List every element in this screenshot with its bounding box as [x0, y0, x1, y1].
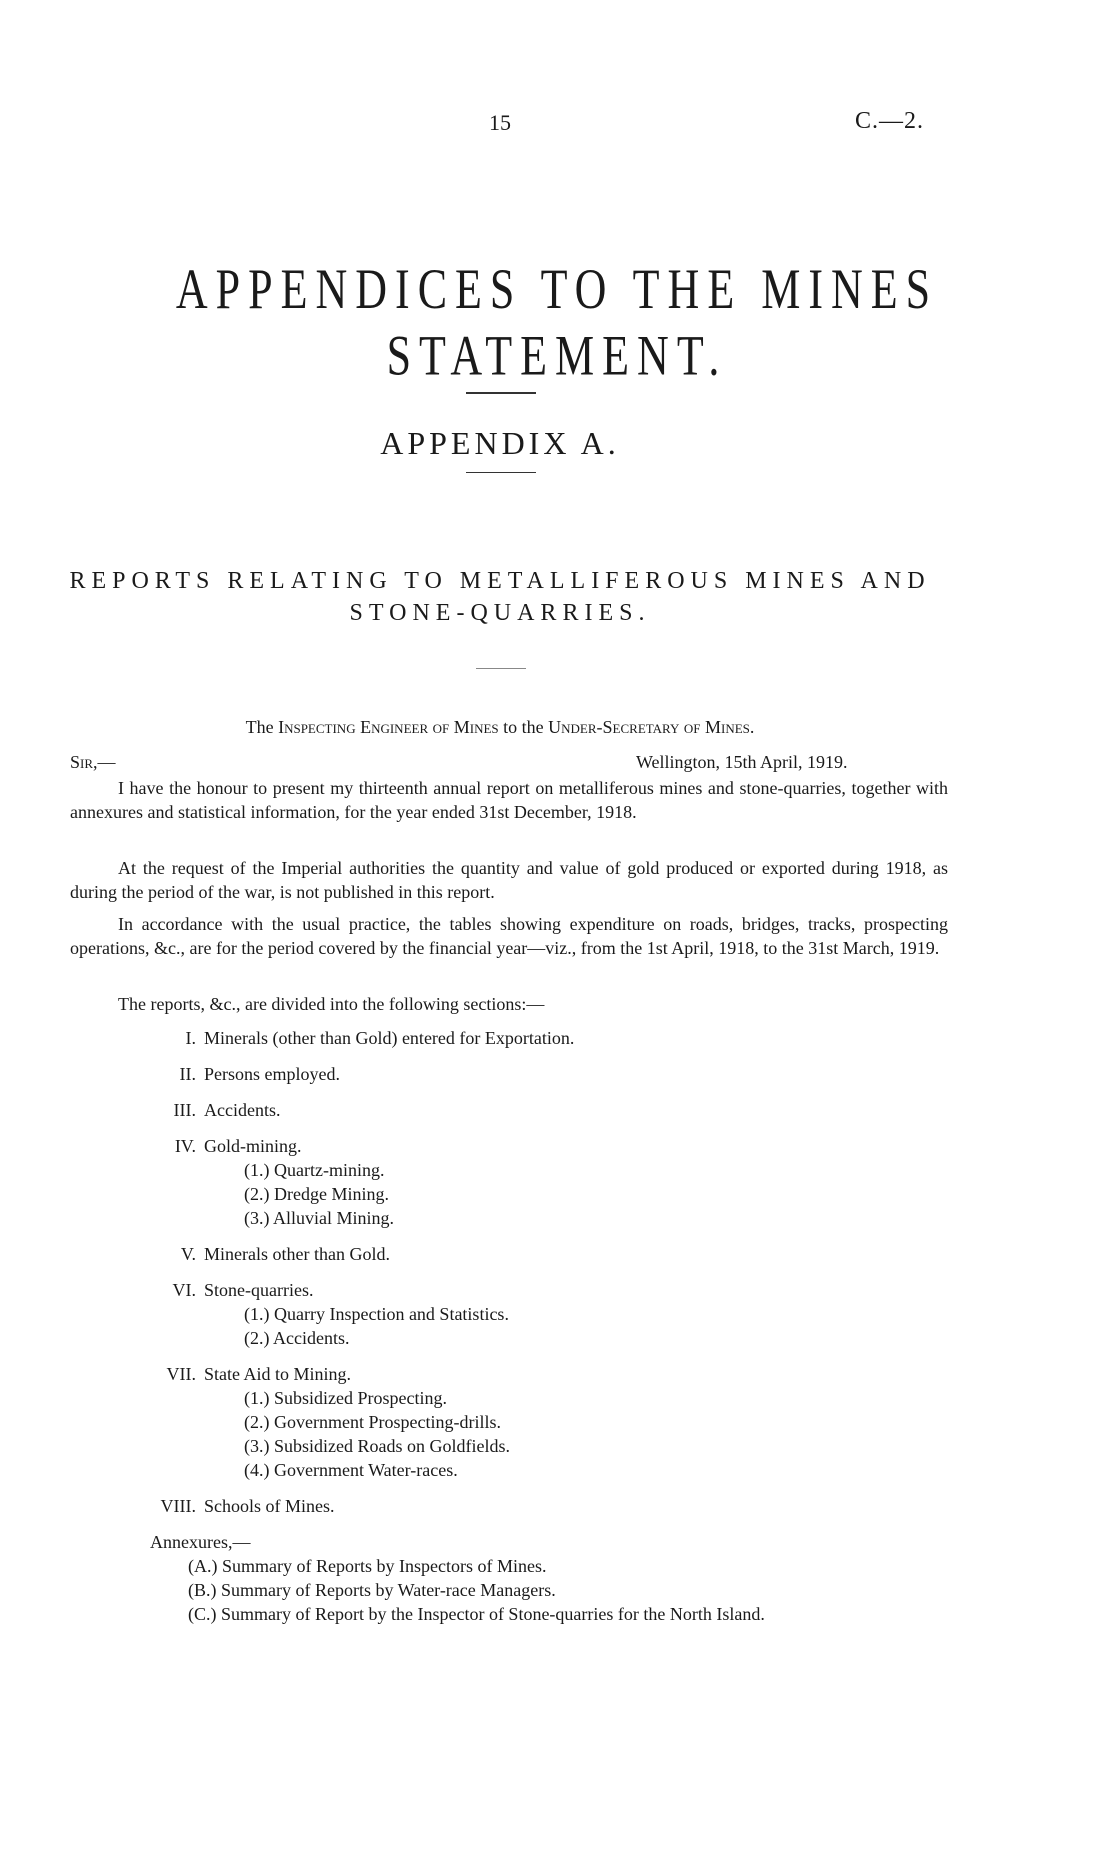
paragraph-2: At the request of the Imperial authorities the quantity and value of gold produced or exported during 1918, as during the period of the war, is not published in this report. — [70, 858, 948, 902]
section-item — [136, 1098, 280, 1122]
section-num: IV. — [174, 1136, 196, 1156]
section-label: Gold-mining. — [204, 1136, 302, 1156]
section-divider-rule — [476, 668, 526, 669]
section-title — [0, 565, 1000, 629]
section-item — [136, 1062, 340, 1086]
section-num: VI. — [172, 1280, 196, 1300]
addressee-to: Under-Secretary of Mines. — [548, 717, 755, 737]
section-label: State Aid to Mining. — [204, 1364, 352, 1384]
section-label: Stone-quarries. — [204, 1280, 314, 1300]
annexure-item: (B.) Summary of Reports by Water-race Managers. — [188, 1580, 556, 1600]
appendix-title: APPENDIX A. — [380, 425, 620, 461]
salutation: Sir,— — [70, 752, 116, 772]
paragraph-4: The reports, &c., are divided into the following sections:— — [118, 994, 545, 1014]
subsection-item: (2.) Dredge Mining. — [244, 1184, 389, 1204]
section-label: Minerals (other than Gold) entered for Exportation. — [204, 1028, 575, 1048]
paragraph-1: I have the honour to present my thirteenth annual report on metalliferous mines and stone-quarries, together with annexures and statistical information, for the year ended 31st December, 1918. — [70, 778, 948, 822]
section-label: Minerals other than Gold. — [204, 1244, 390, 1264]
section-item — [136, 1026, 574, 1050]
section-num: II. — [179, 1064, 196, 1084]
place-date: Wellington, 15th April, 1919. — [636, 752, 848, 772]
section-label: Accidents. — [204, 1100, 281, 1120]
page-number: 15 — [489, 110, 511, 135]
subsection-item: (1.) Subsidized Prospecting. — [244, 1388, 447, 1408]
section-item — [136, 1494, 335, 1518]
section-num: VII. — [166, 1364, 196, 1384]
section-label: Schools of Mines. — [204, 1496, 335, 1516]
appendix-divider-rule — [466, 472, 536, 473]
addressee-from: Inspecting Engineer of Mines — [278, 717, 499, 737]
subsection-item: (1.) Quarry Inspection and Statistics. — [244, 1304, 509, 1324]
section-num: VIII. — [160, 1496, 196, 1516]
paragraph-3: In accordance with the usual practice, the tables showing expenditure on roads, bridges, tracks, prospecting operations, &c., are for the period covered by the financial year—viz., from the 1st April, 1918, to the 31st March, 1919. — [70, 914, 948, 958]
addressee-the: The — [245, 717, 274, 737]
section-title-line-1: REPORTS RELATING TO METALLIFEROUS MINES AND — [69, 568, 931, 594]
subsection-item: (1.) Quartz-mining. — [244, 1160, 385, 1180]
section-num: III. — [173, 1100, 196, 1120]
section-num: I. — [185, 1028, 196, 1048]
subsection-item: (3.) Alluvial Mining. — [244, 1208, 394, 1228]
addressee-line — [0, 717, 1000, 738]
section-item — [136, 1242, 390, 1266]
annexure-item: (A.) Summary of Reports by Inspectors of Mines. — [188, 1556, 547, 1576]
addressee-to-word: to the — [503, 717, 544, 737]
section-item — [136, 1362, 351, 1386]
subsection-item: (2.) Accidents. — [244, 1328, 350, 1348]
main-title: APPENDICES TO THE MINES STATEMENT. — [175, 257, 939, 388]
subsection-item: (2.) Government Prospecting-drills. — [244, 1412, 501, 1432]
subsection-item: (4.) Government Water-races. — [244, 1460, 458, 1480]
section-title-line-2: STONE-QUARRIES. — [349, 600, 651, 626]
title-divider-rule — [466, 392, 536, 394]
annexures-heading: Annexures,— — [150, 1532, 251, 1552]
section-item — [136, 1278, 313, 1302]
annexure-item: (C.) Summary of Report by the Inspector of Stone-quarries for the North Island. — [188, 1604, 765, 1624]
section-label: Persons employed. — [204, 1064, 340, 1084]
document-code: C.—2. — [854, 108, 924, 134]
section-item — [136, 1134, 302, 1158]
subsection-item: (3.) Subsidized Roads on Goldfields. — [244, 1436, 510, 1456]
section-num: V. — [180, 1244, 196, 1264]
